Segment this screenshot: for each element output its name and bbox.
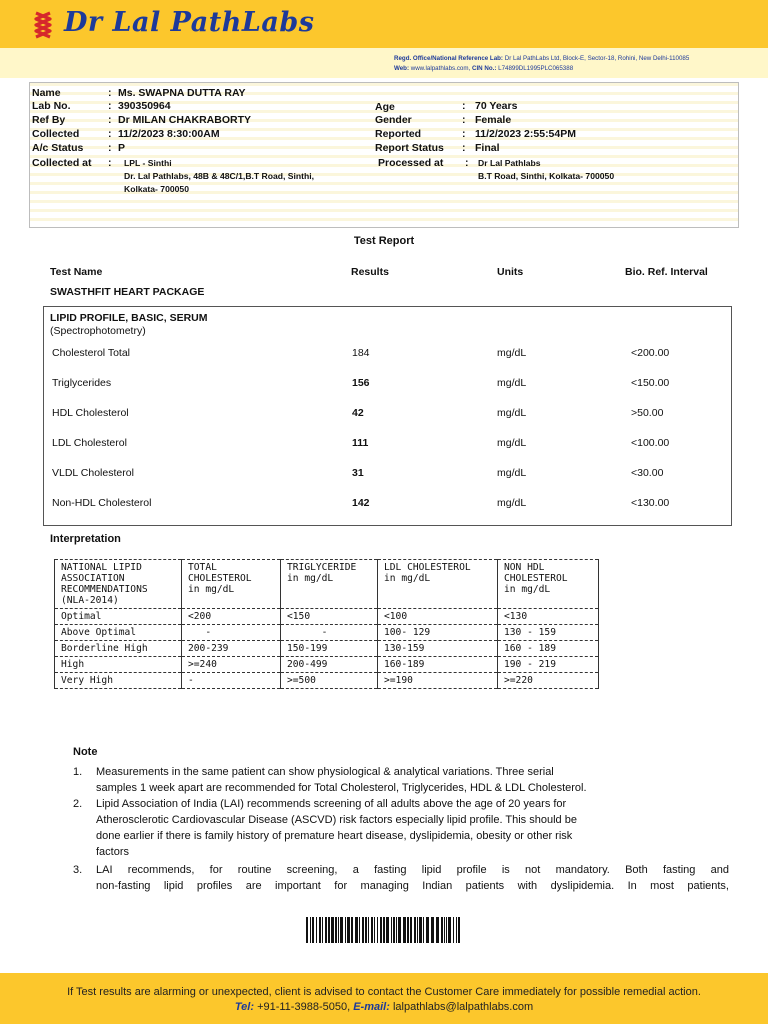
nla-cell: 160 - 189 [498,641,599,657]
processedat-label: Processed at [378,157,444,169]
test-name: Non-HDL Cholesterol [52,497,152,509]
nla-cell: 130-159 [378,641,498,657]
test-value: 142 [352,497,370,509]
nla-cell: 130 - 159 [498,625,599,641]
nla-cell: - [182,625,281,641]
website-cin: Web: www.lalpathlabs.com, CIN No.: L74899DL1995PLC065388 [394,65,574,72]
test-value: 31 [352,467,364,479]
nla-row [55,641,599,657]
footer-band [0,973,768,1024]
nla-cell: >=190 [378,673,498,689]
test-unit: mg/dL [497,407,527,419]
nla-cell: Optimal [55,609,182,625]
result-row [0,407,768,423]
patient-age: 70 Years [475,100,518,112]
test-unit: mg/dL [497,467,527,479]
collected-at-line2: Dr. Lal Pathlabs, 48B & 48C/1,B.T Road, Sinthi, [124,171,315,181]
test-unit: mg/dL [497,347,527,359]
nla-cell: >=240 [182,657,281,673]
nla-cell: <100 [378,609,498,625]
test-ref: <130.00 [631,497,670,509]
col-units: Units [497,266,524,278]
reported-label: Reported [375,128,422,140]
test-value: 184 [352,347,370,359]
nla-cell: High [55,657,182,673]
nla-cell: Very High [55,673,182,689]
nla-header-cell: TOTAL CHOLESTEROL in mg/dL [182,560,281,609]
nla-cell: >=220 [498,673,599,689]
test-ref: <30.00 [631,467,664,479]
refby-label: Ref By [32,114,66,126]
interpretation-heading: Interpretation [50,533,121,545]
gender-label: Gender [375,114,412,126]
test-unit: mg/dL [497,437,527,449]
test-name: HDL Cholesterol [52,407,129,419]
nla-cell: 190 - 219 [498,657,599,673]
referred-by: Dr MILAN CHAKRABORTY [118,114,251,126]
acstatus-label: A/c Status [32,142,84,154]
nla-cell: >=500 [281,673,378,689]
nla-cell: <200 [182,609,281,625]
test-ref: <100.00 [631,437,670,449]
nla-row [55,609,599,625]
processed-at-line2: B.T Road, Sinthi, Kolkata- 700050 [478,171,615,181]
test-unit: mg/dL [497,377,527,389]
age-label: Age [375,101,395,113]
result-row [0,497,768,513]
test-ref: <200.00 [631,347,670,359]
nla-header-cell: TRIGLYCERIDE in mg/dL [281,560,378,609]
ac-status: P [118,142,126,154]
reported-date: 11/2/2023 2:55:54PM [475,128,576,140]
nla-header-cell: LDL CHOLESTEROL in mg/dL [378,560,498,609]
nla-cell: - [182,673,281,689]
report-status: Final [475,142,500,154]
footer-phone: +91-11-3988-5050, [257,1001,351,1013]
patient-name: Ms. SWAPNA DUTTA RAY [118,87,246,99]
lab-number: 390350964 [118,100,171,112]
collected-label: Collected [32,128,80,140]
barcode [306,917,462,943]
nla-cell: Borderline High [55,641,182,657]
nla-table [54,559,599,689]
note-heading: Note [73,746,98,758]
test-name: VLDL Cholesterol [52,467,134,479]
test-value: 156 [352,377,370,389]
header-subband [0,48,768,78]
package-name: SWASTHFIT HEART PACKAGE [50,286,205,298]
result-row [0,467,768,483]
col-test-name: Test Name [50,266,103,278]
collected-date: 11/2/2023 8:30:00AM [118,128,220,140]
test-ref: >50.00 [631,407,664,419]
nla-cell: 160-189 [378,657,498,673]
nla-cell: <130 [498,609,599,625]
test-name: Triglycerides [52,377,112,389]
nla-row [55,673,599,689]
nla-row [55,657,599,673]
nla-cell: 200-239 [182,641,281,657]
nla-cell: 100- 129 [378,625,498,641]
collected-at-line1: LPL - Sinthi [124,158,172,168]
name-label: Name [32,87,61,99]
collected-at-line3: Kolkata- 700050 [124,184,189,194]
footer-contact: Tel: +91-11-3988-5050, E-mail: lalpathlabs@lalpathlabs.com [234,1001,534,1013]
test-value: 111 [352,437,369,449]
result-row [0,437,768,453]
col-ref-interval: Bio. Ref. Interval [625,266,708,278]
result-row [0,347,768,363]
profile-method: (Spectrophotometry) [50,325,146,337]
test-ref: <150.00 [631,377,670,389]
nla-cell: 200-499 [281,657,378,673]
logo-text: Dr Lal PathLabs [64,7,315,38]
nla-cell: <150 [281,609,378,625]
logo-icon [34,10,52,42]
nla-header-cell: NATIONAL LIPID ASSOCIATION RECOMMENDATIONS (NLA-2014) [55,560,182,609]
profile-title: LIPID PROFILE, BASIC, SERUM [50,312,208,324]
processed-at-line1: Dr Lal Pathlabs [478,158,541,168]
nla-header-cell: NON HDL CHOLESTEROL in mg/dL [498,560,599,609]
footer-disclaimer: If Test results are alarming or unexpected, client is advised to contact the Customer Care immediately for possible remedial action. [67,986,701,998]
footer-email: lalpathlabs@lalpathlabs.com [392,1001,534,1013]
nla-cell: Above Optimal [55,625,182,641]
registered-office: Regd. Office/National Reference Lab: Dr Lal PathLabs Ltd, Block-E, Sector-18, Rohini, New Delhi-110085 [394,55,690,62]
nla-cell: 150-199 [281,641,378,657]
nla-cell: - [281,625,378,641]
nla-row [55,625,599,641]
test-unit: mg/dL [497,497,527,509]
labno-label: Lab No. [32,100,71,112]
test-value: 42 [352,407,364,419]
reportstatus-label: Report Status [375,142,444,154]
report-title: Test Report [353,235,415,247]
result-row [0,377,768,393]
test-name: Cholesterol Total [52,347,131,359]
test-name: LDL Cholesterol [52,437,127,449]
col-results: Results [351,266,389,278]
collectedat-label: Collected at [32,157,92,169]
patient-gender: Female [475,114,512,126]
nla-header-row [55,560,599,609]
